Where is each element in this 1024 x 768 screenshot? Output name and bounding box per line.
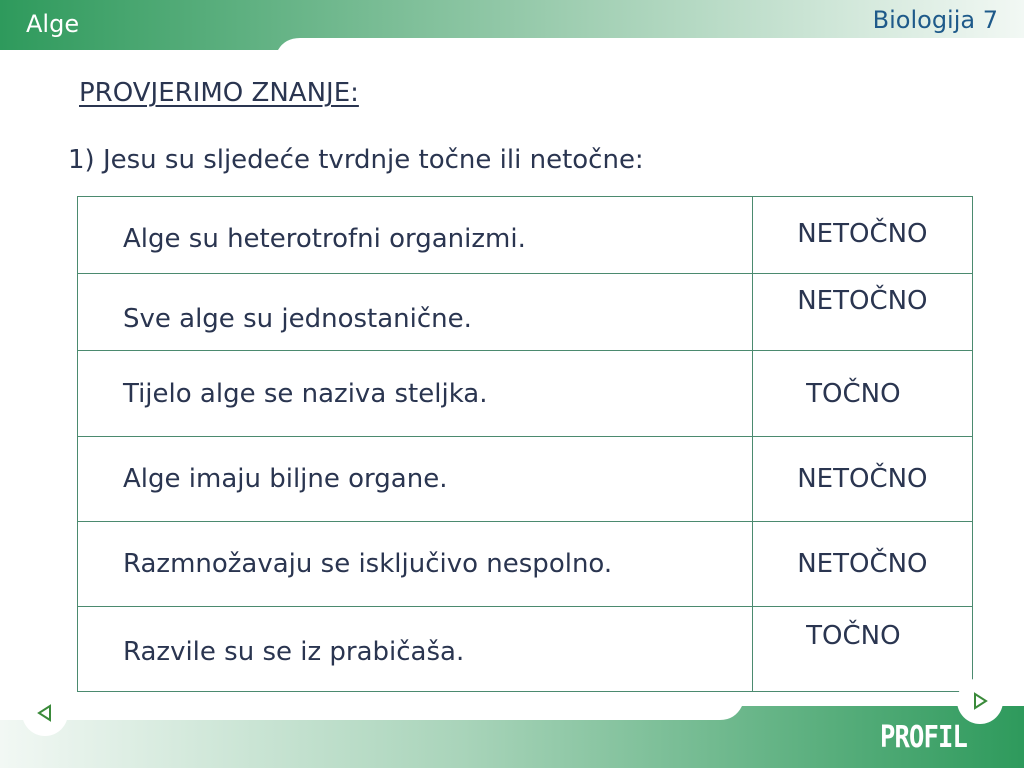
answer-cell: NETOČNO xyxy=(752,197,972,274)
previous-slide-button[interactable] xyxy=(22,690,68,736)
answer-cell: NETOČNO xyxy=(752,522,972,607)
question-text: 1) Jesu su sljedeće tvrdnje točne ili netočne: xyxy=(68,145,644,175)
table-row xyxy=(78,522,973,607)
bottom-decorative-band xyxy=(0,706,1024,768)
answer-cell: NETOČNO xyxy=(752,437,972,522)
answer-cell: TOČNO xyxy=(752,351,972,437)
table-row xyxy=(78,274,973,351)
statement-cell: Tijelo alge se naziva steljka. xyxy=(78,351,753,437)
triangle-right-icon xyxy=(970,691,990,711)
next-slide-button[interactable] xyxy=(957,678,1003,724)
statement-cell: Alge imaju biljne organe. xyxy=(78,437,753,522)
true-false-table xyxy=(77,196,973,692)
table-row xyxy=(78,351,973,437)
top-decorative-band xyxy=(0,0,1024,50)
section-heading: PROVJERIMO ZNANJE: xyxy=(79,78,359,108)
table-row xyxy=(78,607,973,692)
table-row xyxy=(78,197,973,274)
table-row xyxy=(78,437,973,522)
answer-cell: TOČNO xyxy=(752,607,972,692)
answer-cell: NETOČNO xyxy=(752,274,972,351)
slide-topic-title: Alge xyxy=(26,10,80,38)
publisher-logo: PROFIL xyxy=(880,720,968,755)
triangle-left-icon xyxy=(35,703,55,723)
statement-cell: Razvile su se iz prabičaša. xyxy=(78,607,753,692)
statement-cell: Alge su heterotrofni organizmi. xyxy=(78,197,753,274)
statement-cell: Razmnožavaju se isključivo nespolno. xyxy=(78,522,753,607)
course-title: Biologija 7 xyxy=(872,6,998,34)
statement-cell: Sve alge su jednostanične. xyxy=(78,274,753,351)
